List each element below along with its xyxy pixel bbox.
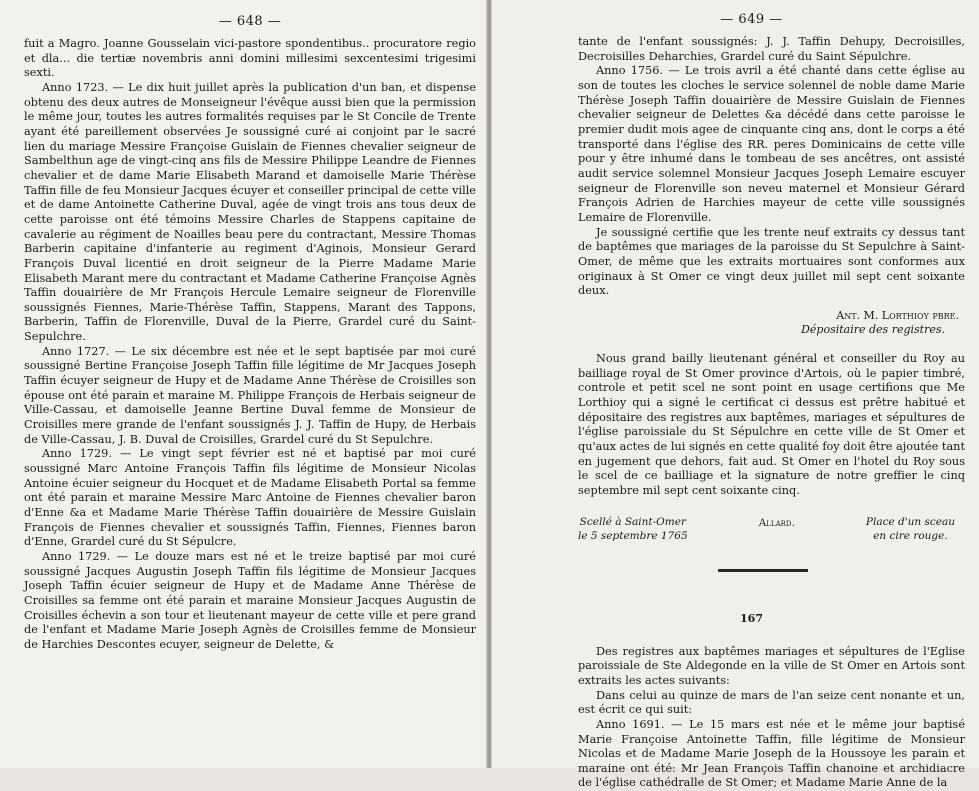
paragraph: Anno 1723. — Le dix huit juillet après la publication d'un ban, et dispense obtenu des deux autres de Monseigneur l'évêque aussi bien que la permission le même jour, toutes les autres formalités requises par le St Concile de Trente ayant été pareillement observées Je soussigné curé ai conjoint par le sacré lien du mariage Messire Françoise Guislain de Fiennes chevalier seigneur de Sambelthun age de vingt-cinq ans fils de Messire Philippe Leandre de Fiennes chevalier et de dame Marie Elisabeth Marand et damoiselle Marie Thérèse Taffin fille de feu Monsieur Jacques écuyer et conseiller principal de cette ville et de dame Antoinette Catherine Duval, agée de vingt trois ans tous deux de cette paroisse ont été témoins Messire Charles de Stappens capitaine de cavalerie au régiment de Noailles beau pere du contractant, Messire Thomas Barberin capitaine d'infanterie au regiment d'Aginois, Monsieur Gerard François Duval licentié en droit seigneur de la Pierre Madame Marie Elisabeth Marant mere du contractant et Madame Catherine Françoise Agnès Taffin douairière de Mr François Hercule Lemaire seigneur de Florenville soussignés Fiennes, Marie-Thérèse Taffin, Stappens, Marant des Tappons, Barberin, Taffin de Florenville, Duval de la Pierre, Grardel curé du Saint-Sepulchre. [24,80,476,344]
section-divider [718,569,808,572]
paragraph: Anno 1729. — Le douze mars est né et le treize baptisé par moi curé soussigné Jacques Augustin Joseph Taffin fils légitime de Monsieur Jacques Joseph Taffin écuier seigneur de Hupy et de Madame Anne Thérèse de Croisilles sa femme ont été parain et maraine Monsieur Jacques Augustin de Croisilles échevin a son tour et lieutenant mayeur de cette ville et pere grand de l'enfant et Madame Marie Joseph Agnès de Croisilles femme de Monsieur de Harchies Descontes ecuyer, seigneur de Delette, & [24,549,476,651]
signature-name: Ant. M. Lorthioy pbre. [836,308,959,322]
page-number-left: — 648 — [218,14,282,29]
signature-block [578,309,959,338]
certification-paragraph: Nous grand bailly lieutenant général et conseiller du Roy au bailliage royal de St Omer province d'Artois, où le papier timbré, controle et petit scel ne sont point en usage certifions que Me Lorthioy qui a signé le certificat ci dessus est prêtre habitué et dépositaire des registres aux baptêmes, mariages et sépultures de l'église paroissiale du St Sépulchre en cette ville de St Omer et qu'aux actes de lui signés en cette qualité foy doit être ajoutée tant en jugement que dehors, fait aud. St Omer en l'hotel du Roy sous le scel de ce bailliage et la signature de notre greffier le cinq septembre mil sept cent soixante cinq. [578,352,965,497]
seal-note [866,515,955,543]
sealed-line-2: le 5 septembre 1765 [578,529,688,542]
paragraph: Je soussigné certifie que les trente neuf extraits cy dessus tant de baptêmes que mariages de la paroisse du St Sepulchre à Saint-Omer, de même que les extraits mortuaires sont conformes aux originaux à St Omer ce vingt deux juillet mil sept cent soixante deux. [578,225,965,298]
paragraph: fuit a Magro. Joanne Gousselain vici-pastore spondentibus.. procuratore regio et dla... die tertiæ novembris anni domini millesimi sexcentesimi trigesimi sexti. [24,37,476,80]
section-number: 167 [740,611,763,625]
left-page [0,0,488,768]
seal-note-line-2: en cire rouge. [873,529,948,542]
sealed-line-1: Scellé à Saint-Omer [579,515,686,528]
clerk-signature: Allard. [758,516,795,529]
paragraph: Des registres aux baptêmes mariages et sépultures de l'Eglise paroissiale de Ste Aldegonde en la ville de St Omer en Artois sont extraits les actes suivants: [578,644,965,687]
right-page [492,0,979,790]
seal-row [578,515,955,543]
paragraph: Anno 1727. — Le six décembre est née et le sept baptisée par moi curé soussigné Bertine Françoise Joseph Taffin fille légitime de Mr Jacques Joseph Taffin écuyer seigneur de Hupy et de Madame Anne Thérèse de Croisilles son épouse ont été parain et maraine M. Philippe François de Herbais seigneur de Ville-Cassau, et damoiselle Jeanne Bertine Duval femme de Monsieur de Croisilles mere grande de l'enfant soussignés J. J. Taffin de Hupy, de Herbais de Ville-Cassau, J. B. Duval de Croisilles, Grardel curé du St Sepulchre. [24,344,476,446]
paragraph: tante de l'enfant soussignés: J. J. Taffin Dehupy, Decroisilles, Decroisilles Deharchies, Grardel curé du Saint Sépulchre. [578,35,965,63]
paragraph: Anno 1756. — Le trois avril a été chanté dans cette église au son de toutes les cloches le service solennel de noble dame Marie Thérèse Joseph Taffin douairière de Messire Guislain de Fiennes chevalier seigneur de Delettes &a décédé dans cette paroisse le premier dudit mois agee de cinquante cinq ans, dont le corps a été transporté dans l'église des RR. peres Dominicains de cette ville pour y être inhumé dans le tombeau de ses ancêtres, ont assisté audit service solemnel Monsieur Jacques Joseph Lemaire escuyer seigneur de Florenville son neveu maternel et Monsieur Gérard François Adrien de Harchies mayeur de cette ville soussignés Lemaire de Florenville. [578,64,965,224]
seal-note-line-1: Place d'un sceau [865,515,955,528]
signature-role: Dépositaire des registres. [801,323,945,337]
paragraph: Anno 1691. — Le 15 mars est née et le même jour baptisé Marie Françoise Antoinette Taffin, fille légitime de Monsieur Nicolas et de Madame Marie Joseph de la Houssoye les parain et maraine ont été: Mr Jean François Taffin chanoine et archidiacre de l'église cathédralle de St Omer; et Madame Marie Anne de la [578,717,965,790]
paragraph: Dans celui au quinze de mars de l'an seize cent nonante et un, est écrit ce qui suit: [578,688,965,717]
page-number-right: — 649 — [720,12,783,27]
sealed-at [578,515,688,543]
paragraph: Anno 1729. — Le vingt sept février est né et baptisé par moi curé soussigné Marc Antoine François Taffin fils légitime de Monsieur Nicolas Antoine écuier seigneur du Hocquet et de Madame Elisabeth Portal sa femme ont été parain et maraine Messire Marc Antoine de Fiennes chevalier baron d'Enne &a et Madame Marie Thérèse Taffin douairière de Messire Guislain François de Fiennes chevalier et soussignés Taffin, Fiennes, Fiennes baron d'Enne, Grardel curé du St Sépulcre. [24,447,476,549]
